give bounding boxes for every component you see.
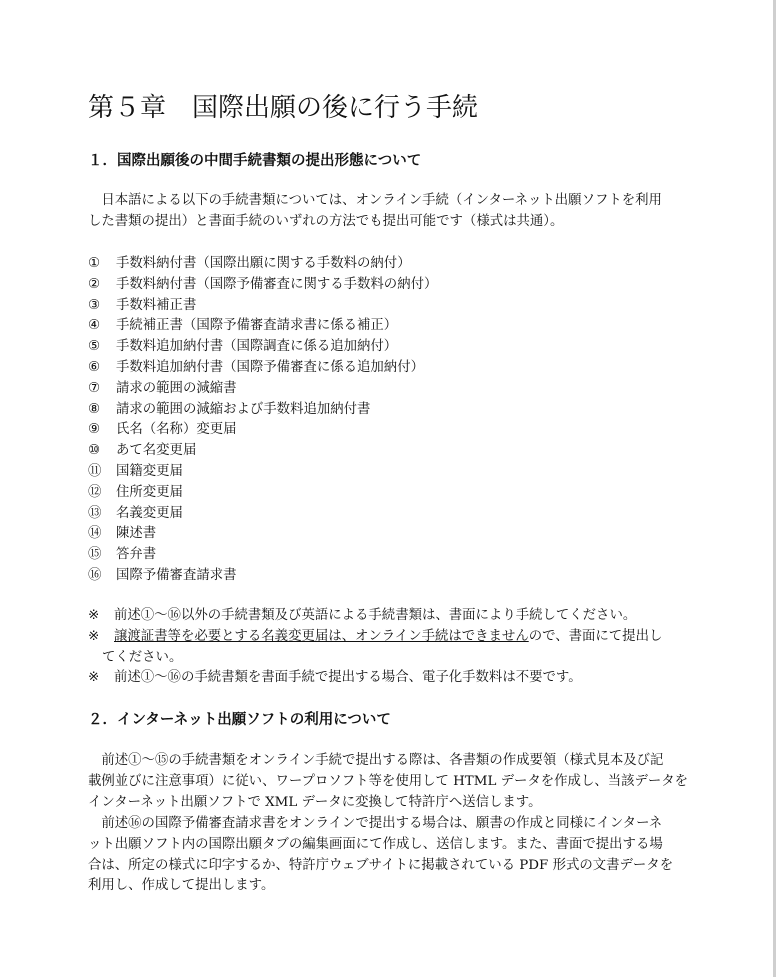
- list-item: [88, 483, 437, 504]
- list-item: [88, 316, 437, 337]
- list-item: [88, 545, 437, 566]
- list-item: [88, 337, 437, 358]
- item-number: ⑯: [88, 567, 102, 583]
- item-text: 請求の範囲の減縮および手数料追加納付書: [116, 401, 371, 417]
- list-item: [88, 400, 437, 421]
- section1-heading: １．国際出願後の中間手続書類の提出形態について: [88, 153, 422, 169]
- intro-line: 日本語による以下の手続書類については、オンライン手続（インターネット出願ソフトを利用: [88, 193, 662, 208]
- note-mark: ※: [88, 608, 100, 623]
- item-number: ⑥: [88, 359, 101, 375]
- paragraph-line: 前述①～⑮の手続書類をオンライン手続で提出する際は、各書類の作成要領（様式見本及び記: [88, 753, 664, 768]
- chapter-title: 第５章 国際出願の後に行う手続: [88, 93, 479, 123]
- item-text: 手数料補正書: [116, 297, 197, 313]
- list-item: [88, 441, 437, 462]
- list-item: [88, 524, 437, 545]
- paragraph-line: 合は、所定の様式に印字するか、特許庁ウェブサイトに掲載されている PDF 形式の文書データを: [88, 857, 674, 873]
- list-item: [88, 275, 437, 296]
- section2-heading: ２．インターネット出願ソフトの利用について: [88, 712, 391, 728]
- item-text: 住所変更届: [116, 484, 183, 500]
- paragraph-line: ット出願ソフト内の国際出願タブの編集画面にて作成し、送信します。また、書面で提出する場: [88, 836, 663, 852]
- item-number: ⑮: [88, 547, 102, 563]
- list-item: [88, 420, 437, 441]
- list-item: [88, 566, 437, 587]
- notes-block: [88, 606, 692, 689]
- note-text: 前述①～⑯以外の手続書類及び英語による手続書類は、書面により手続してください。: [114, 608, 637, 623]
- note-2: [88, 627, 692, 648]
- item-text: あて名変更届: [116, 443, 197, 459]
- item-text: 名義変更届: [116, 505, 183, 521]
- paragraph-line: 利用し、作成して提出します。: [88, 878, 275, 894]
- list-item: [88, 296, 437, 317]
- item-number: ⑨: [88, 422, 101, 438]
- paragraph-line: 前述⑯の国際予備審査請求書をオンラインで提出する場合は、願書の作成と同様にインターネ: [88, 816, 663, 831]
- list-item: [88, 504, 437, 525]
- item-text: 手続補正書（国際予備審査請求書に係る補正）: [116, 318, 398, 334]
- item-number: ⑩: [88, 443, 101, 459]
- item-number: ⑬: [88, 505, 102, 521]
- item-text: 国籍変更届: [116, 463, 183, 479]
- item-text: 請求の範囲の減縮書: [116, 380, 237, 396]
- item-number: ②: [88, 276, 101, 292]
- item-number: ⑭: [88, 526, 102, 542]
- intro-line: した書類の提出）と書面手続のいずれの方法でも提出可能です（様式は共通）。: [88, 213, 564, 229]
- section1-intro: [88, 191, 692, 233]
- list-item: [88, 358, 437, 379]
- item-text: 手数料納付書（国際予備審査に関する手数料の納付）: [116, 276, 438, 292]
- list-item: [88, 379, 437, 400]
- item-number: ①: [88, 256, 101, 271]
- section2-paragraph-1: [88, 751, 692, 813]
- item-text: 国際予備審査請求書: [116, 567, 237, 583]
- paragraph-line: インターネット出願ソフトで XML データに変換して特許庁へ送信します。: [88, 794, 542, 810]
- list-item: [88, 254, 437, 275]
- section2-paragraph-2: [88, 814, 692, 897]
- item-text: 陳述書: [116, 526, 157, 542]
- item-text: 手数料追加納付書（国際調査に係る追加納付）: [116, 339, 398, 355]
- note-text: ので、書面にて提出し: [528, 628, 663, 644]
- note-1: [88, 606, 692, 627]
- item-number: ④: [88, 318, 101, 334]
- note-2-continuation: てください。: [102, 649, 183, 665]
- item-number: ⑫: [88, 484, 102, 500]
- item-text: 手数料納付書（国際出願に関する手数料の納付）: [116, 256, 411, 271]
- item-number: ⑤: [88, 339, 101, 355]
- list-item: [88, 462, 437, 483]
- note-underlined-text: 譲渡証書等を必要とする名義変更届は、オンライン手続はできません: [114, 628, 529, 644]
- paragraph-line: 載例並びに注意事項）に従い、ワープロソフト等を使用して HTML データを作成し、当該データを: [88, 773, 689, 789]
- note-3: [88, 668, 692, 689]
- note-text: 前述①～⑯の手続書類を書面手続で提出する場合、電子化手数料は不要です。: [114, 670, 582, 686]
- note-mark: ※: [88, 628, 100, 644]
- item-number: ⑪: [88, 463, 102, 479]
- document-type-list: [88, 254, 437, 587]
- item-text: 手数料追加納付書（国際予備審査に係る追加納付）: [116, 359, 424, 375]
- item-text: 氏名（名称）変更届: [116, 422, 237, 438]
- item-text: 答弁書: [116, 547, 157, 563]
- note-mark: ※: [88, 670, 100, 686]
- item-number: ⑧: [88, 401, 101, 417]
- item-number: ⑦: [88, 380, 101, 396]
- item-number: ③: [88, 297, 101, 313]
